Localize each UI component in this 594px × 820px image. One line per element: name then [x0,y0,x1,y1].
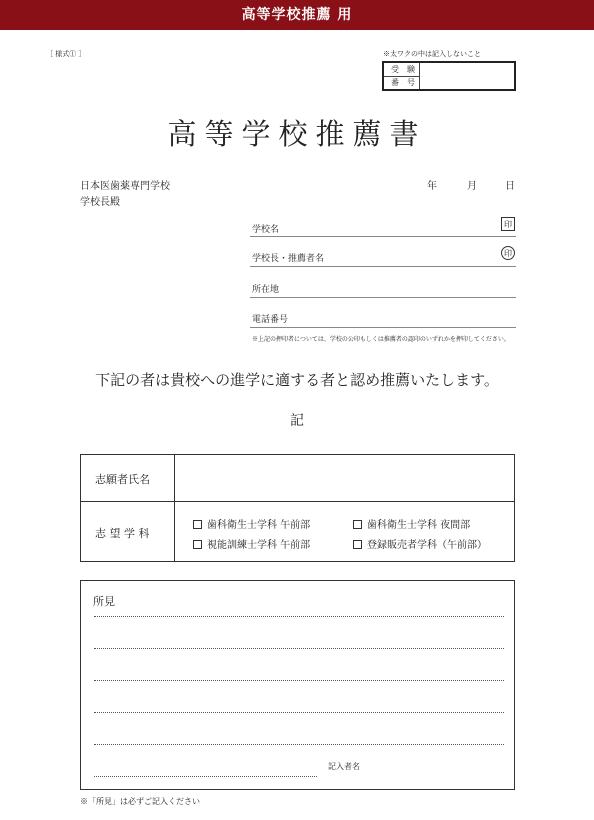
checkbox-icon[interactable] [353,520,362,529]
exam-label-bottom: 番 号 [391,78,415,87]
opinion-line [94,744,504,745]
opinion-line [94,648,504,649]
exam-number-label [384,63,420,89]
opinion-box [80,580,515,790]
date-month: 月 [467,181,477,192]
declaration-text: 下記の者は貴校への進学に適する者と認め推薦いたします。 [95,371,499,389]
opinion-line [94,776,317,777]
address-label: 所在地 [252,285,280,295]
phone-line [250,327,516,328]
opinion-line [94,712,504,713]
phone-label: 電話番号 [252,315,289,325]
page-title: 高等学校推薦書 [167,117,427,151]
seal-square-icon: 印 [501,217,515,231]
department-label: 志 望 学 科 [95,527,150,540]
address-line [250,297,516,298]
exam-box-note: ※太ワクの中は記入しないこと [383,50,481,58]
option-registered-seller-day[interactable]: 登録販売者学科（午前部） [353,536,487,551]
exam-number-box [382,61,516,91]
opinion-note: ※「所見」は必ずご記入ください [80,797,200,806]
date-day: 日 [505,181,515,192]
ki-heading: 記 [290,413,304,429]
opinion-line [94,680,504,681]
option-orthoptics-day[interactable]: 視能訓練士学科 午前部 [193,536,310,551]
principal-line [250,266,516,267]
exam-label-top: 受 験 [391,65,415,74]
school-name-label: 学校名 [252,225,280,235]
applicant-table [80,454,515,562]
option-dental-hygiene-day[interactable]: 歯科衛生士学科 午前部 [193,516,310,531]
checkbox-icon[interactable] [193,520,202,529]
header-banner: 高等学校推薦 用 [0,0,594,30]
date-year: 年 [427,181,437,192]
seal-round-icon: 印 [501,246,515,260]
opinion-line [94,616,504,617]
checkbox-icon[interactable] [193,540,202,549]
applicant-name-label: 志願者氏名 [95,473,150,486]
seal-note: ※上記の押印者については、学校の公印もしくは推薦者の認印のいずれかを押印してください。 [252,336,510,343]
checkbox-icon[interactable] [353,540,362,549]
school-name-line [250,236,516,237]
form-number: ［ 様式① ］ [46,50,86,58]
option-dental-hygiene-night[interactable]: 歯科衛生士学科 夜間部 [353,516,470,531]
writer-label: 記入者名 [328,762,360,771]
principal-label: 学校長・推薦者名 [252,254,325,264]
addressee-title: 学校長殿 [80,197,120,208]
opinion-label: 所見 [93,595,115,608]
addressee-school: 日本医歯薬専門学校 [80,181,170,192]
